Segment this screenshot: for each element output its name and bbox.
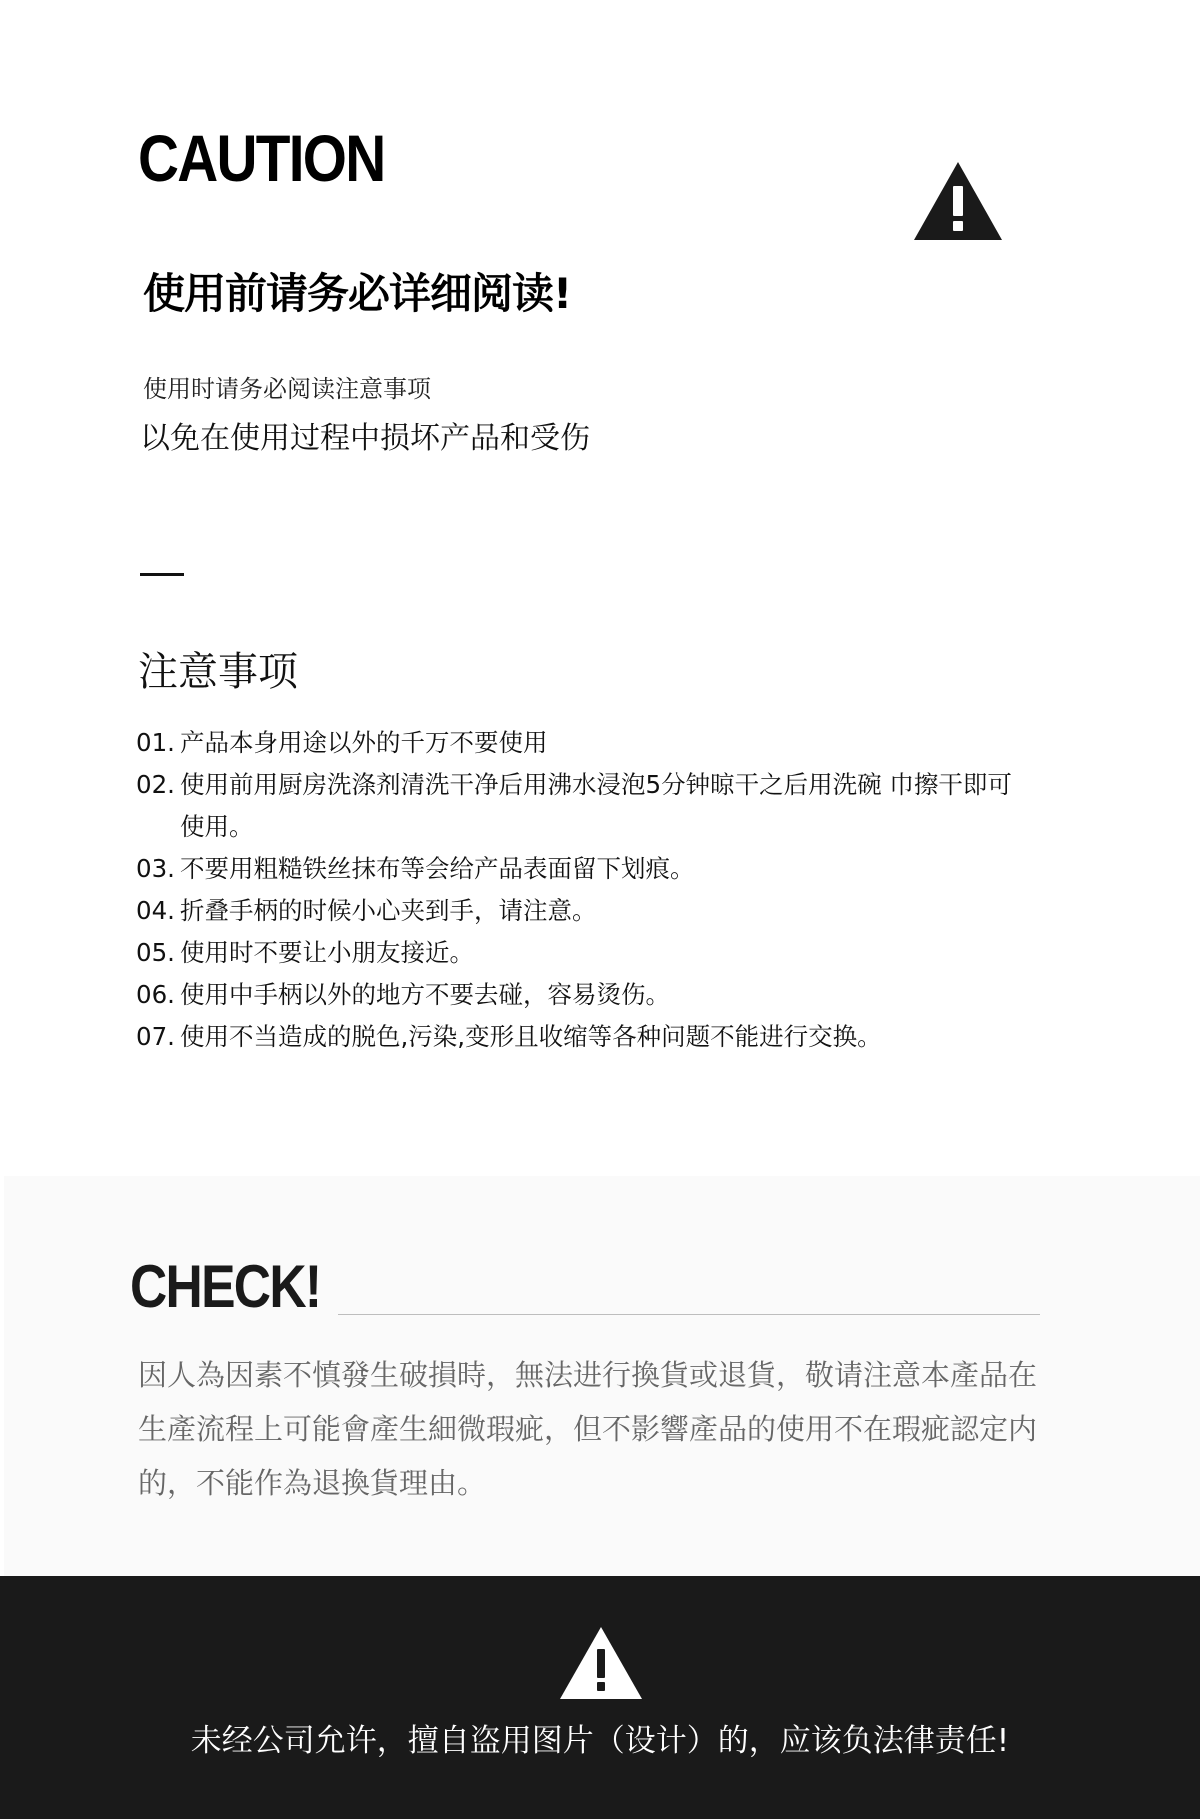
check-notice-text: 因人為因素不慎發生破損時，無法进行換貨或退貨，敬请注意本產品在生產流程上可能會產生細微瑕疵，但不影響產品的使用不在瑕疵認定内的，不能作為退換貨理由。 [138,1358,1038,1500]
list-item [136,890,1036,932]
list-item [136,974,1036,1016]
item-number: 03. [136,854,175,883]
notes-list [136,722,1036,1058]
warning-triangle-icon [912,160,1004,242]
item-number: 07. [136,1022,175,1051]
copyright-notice: 未经公司允许，擅自盗用图片（设计）的，应该负法律责任! [190,1723,1010,1759]
list-item [136,764,1036,848]
warning-triangle-icon [558,1625,644,1701]
item-text: 使用时不要让小朋友接近。 [180,938,474,967]
notes-heading: 注意事项 [138,649,298,695]
item-text: 使用不当造成的脱色,污染,变形且收缩等各种问题不能进行交换。 [180,1022,882,1051]
list-item [136,848,1036,890]
item-number: 06. [136,980,175,1009]
list-item [136,722,1036,764]
list-item [136,1016,1036,1058]
list-item [136,932,1036,974]
item-text: 不要用粗糙铁丝抹布等会给产品表面留下划痕。 [180,854,695,883]
check-title: CHECK! [130,1253,321,1320]
item-text: 使用前用厨房洗涤剂清洗干净后用沸水浸泡5分钟晾干之后用洗碗 巾擦干即可使用。 [180,770,1012,841]
section-divider [140,573,184,576]
item-text: 折叠手柄的时候小心夹到手，请注意。 [180,896,597,925]
read-before-use-heading: 使用前请务必详细阅读! [143,269,572,318]
item-number: 05. [136,938,175,967]
intro-line-2: 以免在使用过程中损坏产品和受伤 [140,421,590,456]
item-number: 04. [136,896,175,925]
intro-line-1: 使用时请务必阅读注意事项 [143,375,431,403]
check-title-rule [338,1314,1040,1315]
item-text: 产品本身用途以外的千万不要使用 [180,728,548,757]
item-number: 02. [136,770,175,799]
caution-title: CAUTION [138,121,385,195]
item-text: 使用中手柄以外的地方不要去碰，容易烫伤。 [180,980,670,1009]
item-number: 01. [136,728,175,757]
